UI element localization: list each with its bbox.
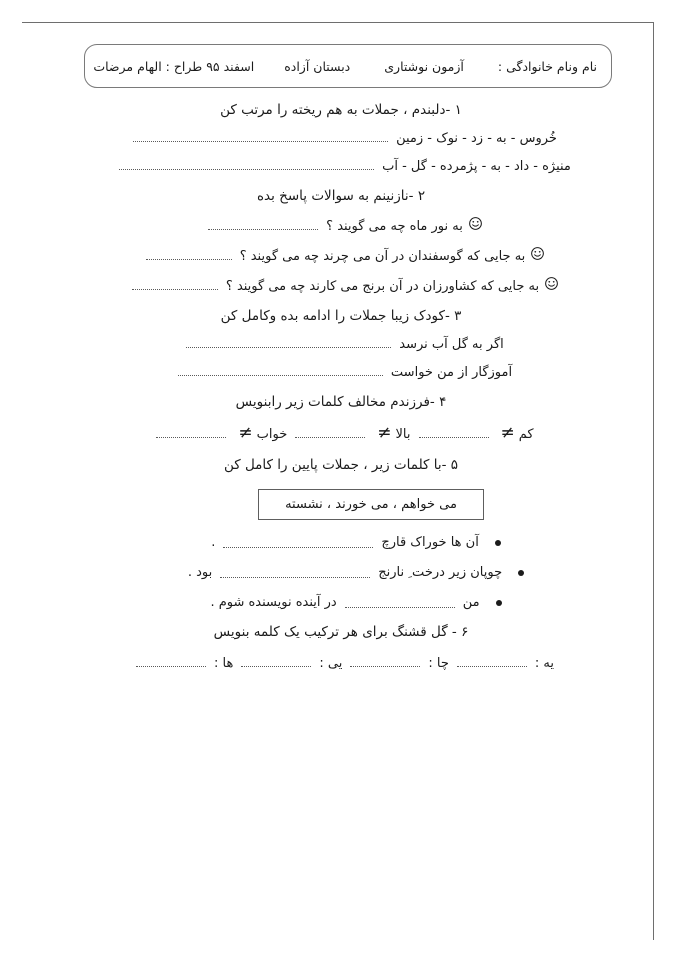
- question-2-item-3-text: به جایی که کشاورزان در آن برنج می کارند چه می گویند ؟: [225, 279, 540, 294]
- question-1-item-2: [26, 159, 646, 174]
- question-3-item-2: [26, 365, 646, 380]
- not-equal-icon: ≠: [238, 423, 253, 443]
- question-1-item-1-text: خُروس - به - زد - نوک - زمین: [396, 131, 557, 146]
- answer-blank[interactable]: [223, 538, 373, 548]
- bullet-icon: [496, 600, 502, 606]
- question-3-item-1: [26, 337, 646, 352]
- question-4-title: ۴ -فرزندم مخالف کلمات زیر رابنویس: [235, 394, 447, 410]
- question-2-item-1: [26, 217, 646, 234]
- bullet-icon: [495, 540, 501, 546]
- smiley-face-icon: [531, 247, 544, 260]
- question-2-title: ۲ -نازنینم به سوالات پاسخ بده: [256, 188, 426, 204]
- date-and-author: اسفند ۹۵ طراح : الهام مرضات: [93, 58, 255, 74]
- question-5-item-3-after: در آینده نویسنده شوم .: [210, 595, 337, 610]
- question-3-item-1-text: اگر به گل آب نرسد: [399, 337, 504, 352]
- worksheet-header: [84, 44, 612, 88]
- exam-title: آزمون نوشتاری: [384, 58, 464, 74]
- question-5-item-2: [26, 565, 646, 580]
- answer-blank[interactable]: [119, 160, 374, 170]
- question-5-item-3: [26, 595, 646, 610]
- answer-blank[interactable]: [220, 568, 370, 578]
- question-5-item-1-before: آن ها خوراک قارچ: [381, 535, 479, 550]
- question-5: [26, 457, 646, 610]
- question-5-item-2-after: بود .: [187, 565, 213, 580]
- answer-blank[interactable]: [345, 598, 455, 608]
- answer-blank[interactable]: [350, 657, 420, 667]
- question-3-item-2-text: آموزگار از من خواست: [390, 365, 513, 380]
- question-4: [26, 394, 646, 443]
- answer-blank[interactable]: [133, 132, 388, 142]
- answer-blank[interactable]: [156, 428, 226, 438]
- answer-blank[interactable]: [146, 250, 232, 260]
- question-1-title: ۱ -دلبندم ، جملات به هم ریخته را مرتب کن: [220, 102, 462, 118]
- question-1-item-1: [26, 131, 646, 146]
- question-4-word-3: خواب: [256, 427, 288, 442]
- question-6: [26, 624, 646, 671]
- question-5-title: ۵ -با کلمات زیر ، جملات پایین را کامل کن: [223, 457, 459, 473]
- question-4-word-1: کم: [518, 427, 534, 442]
- answer-blank[interactable]: [241, 657, 311, 667]
- answer-blank[interactable]: [295, 428, 365, 438]
- word-bank-box: می خواهم ، می خورند ، نشسته: [258, 489, 484, 520]
- answer-blank[interactable]: [208, 220, 318, 230]
- not-equal-icon: ≠: [500, 423, 515, 443]
- question-5-item-1: [26, 535, 646, 550]
- question-2-item-2: [26, 247, 646, 264]
- question-5-item-2-before: چوپان زیر درخت ِ نارنج: [378, 565, 503, 580]
- question-2-item-2-text: به جایی که گوسفندان در آن می چرند چه می گویند ؟: [239, 249, 526, 264]
- question-4-items: [26, 423, 646, 443]
- answer-blank[interactable]: [136, 657, 206, 667]
- question-3: [26, 308, 646, 380]
- question-4-word-2: بالا: [395, 427, 411, 442]
- question-6-combo-1: یه :: [534, 656, 554, 671]
- answer-blank[interactable]: [186, 338, 391, 348]
- question-6-combo-3: یی :: [319, 656, 343, 671]
- question-1-item-2-text: منیژه - داد - به - پژمرده - گل - آب: [382, 159, 571, 174]
- question-6-combo-4: ها :: [214, 656, 234, 671]
- bullet-icon: [518, 570, 524, 576]
- question-5-item-1-after: .: [211, 535, 216, 550]
- question-6-combo-2: چا :: [428, 656, 449, 671]
- answer-blank[interactable]: [132, 280, 218, 290]
- answer-blank[interactable]: [178, 366, 383, 376]
- question-2: [26, 188, 646, 294]
- question-2-item-1-text: به نور ماه چه می گویند ؟: [326, 219, 463, 234]
- answer-blank[interactable]: [457, 657, 527, 667]
- smiley-face-icon: [545, 277, 558, 290]
- question-6-items: [26, 656, 646, 671]
- student-name-label: نام ونام خانوادگی :: [497, 58, 597, 74]
- smiley-face-icon: [469, 217, 482, 230]
- question-1: [26, 102, 646, 174]
- question-2-item-3: [26, 277, 646, 294]
- not-equal-icon: ≠: [377, 423, 392, 443]
- question-5-item-3-before: من: [462, 595, 480, 610]
- question-6-title: ۶ - گل قشنگ برای هر ترکیب یک کلمه بنویس: [213, 624, 469, 640]
- school-name: دبستان آزاده: [284, 58, 351, 74]
- answer-blank[interactable]: [419, 428, 489, 438]
- question-3-title: ۳ -کودک زیبا جملات را ادامه بده وکامل کن: [220, 308, 462, 324]
